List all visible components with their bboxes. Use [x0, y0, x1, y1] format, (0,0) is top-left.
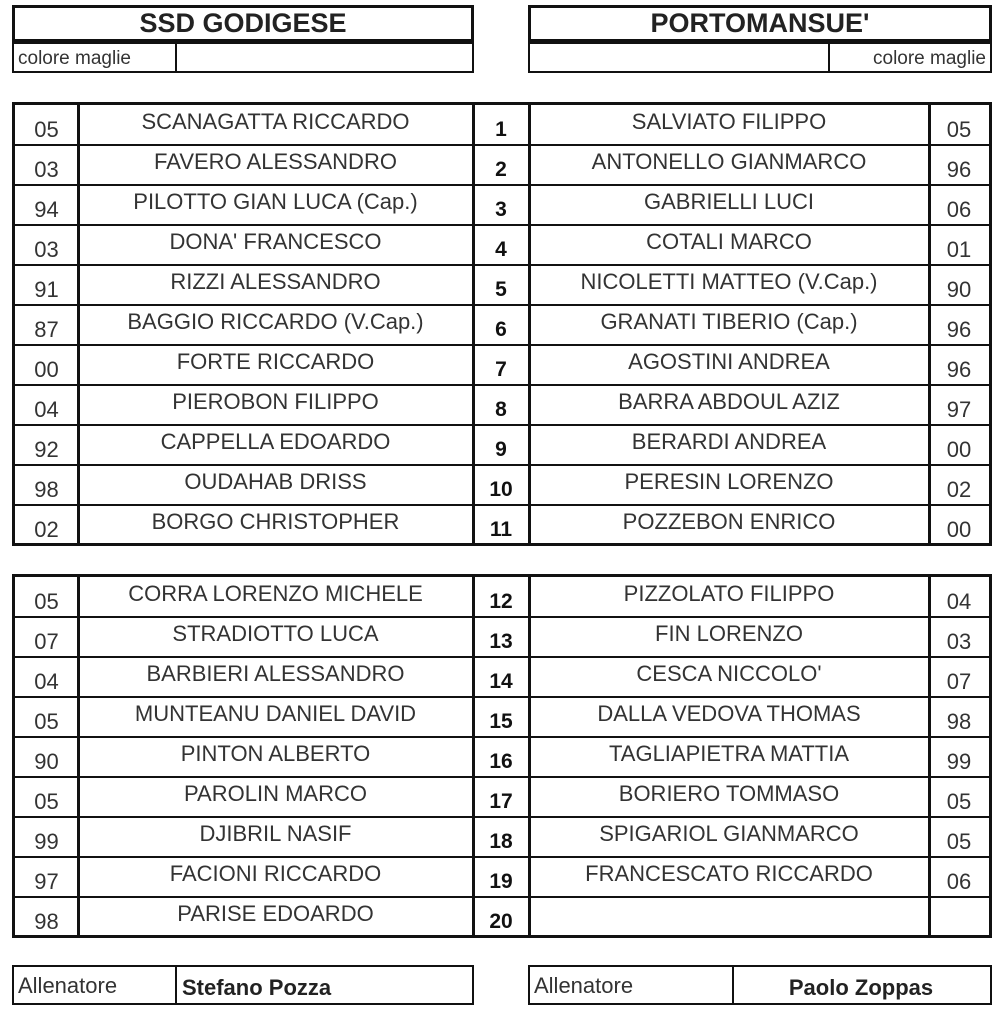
shirt-number: 19 [489, 870, 513, 893]
shirt-number: 3 [495, 198, 507, 221]
home-year: 91 [34, 277, 59, 302]
home-year: 92 [34, 437, 59, 462]
away-player-name: PERESIN LORENZO [624, 469, 834, 494]
home-player-name: STRADIOTTO LUCA [172, 621, 379, 646]
away-year: 06 [946, 869, 972, 894]
away-team-name: PORTOMANSUE' [650, 8, 870, 38]
home-year: 00 [34, 357, 59, 382]
home-player-name: FAVERO ALESSANDRO [154, 149, 397, 174]
home-colore-maglie [12, 42, 474, 73]
home-year: 94 [34, 197, 59, 222]
away-player-name: DALLA VEDOVA THOMAS [597, 701, 861, 726]
shirt-number: 18 [489, 830, 513, 853]
home-player-name: PINTON ALBERTO [180, 741, 371, 766]
away-player-name: FIN LORENZO [655, 621, 803, 646]
away-player-name: POZZEBON ENRICO [622, 509, 836, 534]
away-year: 98 [946, 709, 972, 734]
home-player-name: OUDAHAB DRISS [184, 469, 367, 494]
home-year: 05 [34, 117, 59, 142]
away-player-name [529, 894, 929, 934]
home-player-name: PILOTTO GIAN LUCA (Cap.) [133, 189, 418, 214]
home-coach-box [12, 965, 474, 1005]
shirt-number: 7 [495, 358, 507, 381]
away-player-name: FRANCESCATO RICCARDO [585, 861, 873, 886]
home-player-name: BORGO CHRISTOPHER [151, 509, 400, 534]
away-player-name: GRANATI TIBERIO (Cap.) [600, 309, 858, 334]
away-player-name: BERARDI ANDREA [631, 429, 827, 454]
home-year: 07 [34, 629, 59, 654]
home-coach-divider [175, 967, 177, 1003]
shirt-number: 9 [495, 438, 507, 461]
shirt-number: 5 [495, 278, 507, 301]
home-player-name: FACIONI RICCARDO [169, 861, 382, 886]
home-year: 98 [34, 909, 59, 934]
home-coach-label: Allenatore [18, 973, 118, 998]
home-team-name: SSD GODIGESE [139, 8, 347, 38]
home-player-name: CAPPELLA EDOARDO [160, 429, 391, 454]
home-year: 05 [34, 709, 59, 734]
away-player-name: COTALI MARCO [646, 229, 812, 254]
home-year: 90 [34, 749, 59, 774]
shirt-number: 14 [489, 670, 513, 693]
home-player-name: DJIBRIL NASIF [199, 821, 352, 846]
shirt-number: 10 [489, 478, 513, 501]
shirt-number: 16 [489, 750, 513, 773]
away-team-title [528, 5, 992, 42]
away-player-name: ANTONELLO GIANMARCO [591, 149, 867, 174]
home-player-name: PAROLIN MARCO [184, 781, 367, 806]
starters-table [12, 102, 992, 546]
away-player-name: SALVIATO FILIPPO [631, 109, 827, 134]
shirt-number: 2 [495, 158, 507, 181]
home-player-name: SCANAGATTA RICCARDO [141, 109, 410, 134]
reserves-table [12, 574, 992, 938]
away-year: 03 [946, 629, 972, 654]
away-player-name: PIZZOLATO FILIPPO [623, 581, 835, 606]
away-player-name: GABRIELLI LUCI [644, 189, 814, 214]
away-year: 05 [946, 117, 972, 142]
away-coach-label: Allenatore [534, 973, 634, 998]
home-year: 03 [34, 237, 59, 262]
shirt-number: 17 [489, 790, 513, 813]
shirt-number: 6 [495, 318, 507, 341]
away-year: 01 [946, 237, 972, 262]
home-year: 02 [34, 517, 59, 542]
away-year: 04 [946, 589, 972, 614]
home-year: 04 [34, 397, 59, 422]
home-year: 98 [34, 477, 59, 502]
shirt-number: 4 [495, 238, 507, 261]
away-year: 97 [946, 397, 972, 422]
away-year: 96 [946, 357, 972, 382]
shirt-number: 20 [489, 910, 513, 933]
shirt-number: 13 [489, 630, 513, 653]
away-year: 00 [946, 517, 972, 542]
home-player-name: BAGGIO RICCARDO (V.Cap.) [127, 309, 424, 334]
away-colore-maglie [528, 42, 992, 73]
home-coach-name: Stefano Pozza [182, 975, 332, 1000]
away-year: 99 [946, 749, 972, 774]
away-colore-label: colore maglie [873, 48, 986, 69]
away-year: 05 [946, 789, 972, 814]
home-team-title [12, 5, 474, 42]
away-player-name: BORIERO TOMMASO [618, 781, 840, 806]
home-player-name: PARISE EDOARDO [177, 901, 374, 926]
home-year: 05 [34, 589, 59, 614]
away-year: 05 [946, 829, 972, 854]
home-colore-divider [175, 44, 177, 71]
away-player-name: TAGLIAPIETRA MATTIA [608, 741, 849, 766]
away-player-name: SPIGARIOL GIANMARCO [599, 821, 859, 846]
shirt-number: 15 [489, 710, 513, 733]
away-player-name: NICOLETTI MATTEO (V.Cap.) [580, 269, 878, 294]
home-player-name: PIEROBON FILIPPO [172, 389, 379, 414]
away-year: 90 [946, 277, 972, 302]
home-year: 99 [34, 829, 59, 854]
shirt-number: 11 [489, 518, 513, 541]
away-year: 02 [946, 477, 972, 502]
shirt-number: 1 [495, 118, 507, 141]
home-year: 03 [34, 157, 59, 182]
away-year: 96 [946, 317, 972, 342]
away-year: 07 [946, 669, 972, 694]
shirt-number: 12 [489, 590, 513, 613]
home-year: 05 [34, 789, 59, 814]
home-player-name: FORTE RICCARDO [176, 349, 375, 374]
shirt-number: 8 [495, 398, 507, 421]
away-colore-divider [828, 44, 830, 71]
away-player-name: CESCA NICCOLO' [636, 661, 822, 686]
away-coach-box [528, 965, 992, 1005]
home-player-name: CORRA LORENZO MICHELE [128, 581, 423, 606]
away-year [929, 897, 989, 937]
home-player-name: DONA' FRANCESCO [169, 229, 382, 254]
home-player-name: MUNTEANU DANIEL DAVID [134, 701, 417, 726]
home-colore-label: colore maglie [18, 48, 131, 69]
away-coach-name: Paolo Zoppas [788, 975, 934, 1000]
away-player-name: AGOSTINI ANDREA [628, 349, 830, 374]
home-year: 87 [34, 317, 59, 342]
home-year: 04 [34, 669, 59, 694]
away-year: 96 [946, 157, 972, 182]
home-player-name: BARBIERI ALESSANDRO [146, 661, 405, 686]
away-year: 00 [946, 437, 972, 462]
home-year: 97 [34, 869, 59, 894]
away-player-name: BARRA ABDOUL AZIZ [618, 389, 840, 414]
away-year: 06 [946, 197, 972, 222]
home-player-name: RIZZI ALESSANDRO [170, 269, 381, 294]
